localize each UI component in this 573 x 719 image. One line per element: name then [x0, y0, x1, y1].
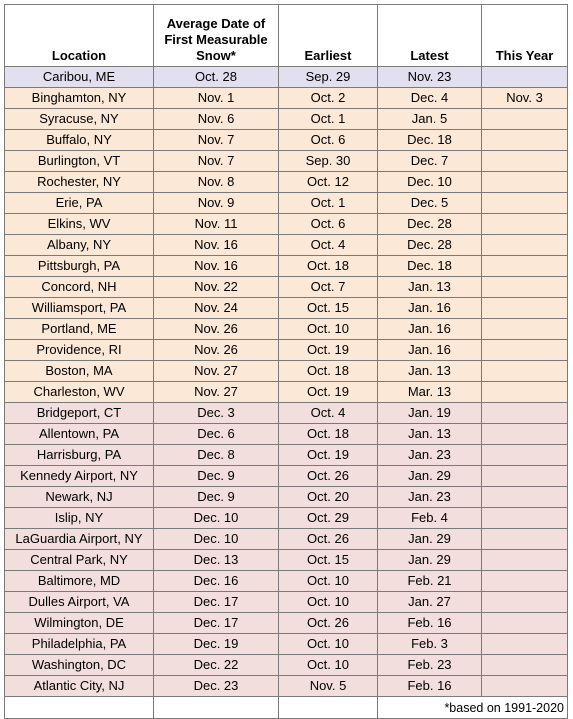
header-earliest: Earliest: [279, 5, 378, 67]
cell-location: Dulles Airport, VA: [5, 592, 154, 613]
table-row: [5, 88, 568, 109]
cell-earliest: Oct. 6: [279, 214, 378, 235]
cell-latest: Jan. 16: [378, 340, 482, 361]
table-row: [5, 445, 568, 466]
cell-average-date: Dec. 22: [154, 655, 279, 676]
cell-location: Baltimore, MD: [5, 571, 154, 592]
cell-latest: Feb. 16: [378, 676, 482, 697]
cell-earliest: Oct. 10: [279, 319, 378, 340]
cell-this-year: [482, 193, 568, 214]
cell-earliest: Oct. 26: [279, 466, 378, 487]
cell-latest: Jan. 29: [378, 466, 482, 487]
cell-average-date: Dec. 16: [154, 571, 279, 592]
cell-latest: Jan. 13: [378, 277, 482, 298]
cell-this-year: [482, 445, 568, 466]
table-row: [5, 466, 568, 487]
cell-this-year: [482, 403, 568, 424]
cell-location: Washington, DC: [5, 655, 154, 676]
cell-location: Buffalo, NY: [5, 130, 154, 151]
cell-latest: Dec. 18: [378, 130, 482, 151]
cell-latest: Feb. 3: [378, 634, 482, 655]
table-row: [5, 151, 568, 172]
cell-location: Newark, NJ: [5, 487, 154, 508]
cell-average-date: Dec. 17: [154, 592, 279, 613]
cell-earliest: Nov. 5: [279, 676, 378, 697]
cell-earliest: Oct. 26: [279, 613, 378, 634]
cell-average-date: Nov. 9: [154, 193, 279, 214]
cell-location: Elkins, WV: [5, 214, 154, 235]
cell-average-date: Dec. 13: [154, 550, 279, 571]
cell-this-year: [482, 424, 568, 445]
cell-this-year: [482, 340, 568, 361]
cell-location: Atlantic City, NJ: [5, 676, 154, 697]
cell-latest: Jan. 16: [378, 319, 482, 340]
cell-latest: Feb. 16: [378, 613, 482, 634]
table-row: [5, 277, 568, 298]
cell-this-year: [482, 130, 568, 151]
cell-this-year: [482, 298, 568, 319]
cell-latest: Jan. 16: [378, 298, 482, 319]
cell-latest: Jan. 19: [378, 403, 482, 424]
cell-average-date: Dec. 9: [154, 487, 279, 508]
header-latest: Latest: [378, 5, 482, 67]
cell-average-date: Nov. 6: [154, 109, 279, 130]
cell-latest: Dec. 7: [378, 151, 482, 172]
cell-average-date: Dec. 23: [154, 676, 279, 697]
cell-this-year: [482, 508, 568, 529]
cell-this-year: [482, 613, 568, 634]
cell-earliest: Oct. 19: [279, 382, 378, 403]
cell-average-date: Nov. 11: [154, 214, 279, 235]
cell-location: Providence, RI: [5, 340, 154, 361]
cell-this-year: [482, 151, 568, 172]
cell-this-year: [482, 571, 568, 592]
table-row: [5, 340, 568, 361]
cell-average-date: Nov. 7: [154, 151, 279, 172]
cell-location: Burlington, VT: [5, 151, 154, 172]
cell-location: Rochester, NY: [5, 172, 154, 193]
cell-this-year: [482, 550, 568, 571]
cell-earliest: Oct. 10: [279, 655, 378, 676]
cell-location: Concord, NH: [5, 277, 154, 298]
cell-location: Harrisburg, PA: [5, 445, 154, 466]
table-row: [5, 487, 568, 508]
cell-this-year: [482, 277, 568, 298]
cell-latest: Jan. 29: [378, 550, 482, 571]
cell-this-year: [482, 676, 568, 697]
table-row: [5, 235, 568, 256]
cell-earliest: Sep. 30: [279, 151, 378, 172]
table-row: [5, 109, 568, 130]
cell-earliest: Oct. 2: [279, 88, 378, 109]
cell-earliest: Oct. 10: [279, 571, 378, 592]
cell-location: Philadelphia, PA: [5, 634, 154, 655]
cell-average-date: Dec. 10: [154, 508, 279, 529]
cell-latest: Jan. 23: [378, 487, 482, 508]
table-row: [5, 613, 568, 634]
cell-latest: Feb. 23: [378, 655, 482, 676]
cell-earliest: Oct. 4: [279, 403, 378, 424]
table-row: [5, 550, 568, 571]
table-row: [5, 529, 568, 550]
cell-this-year: [482, 235, 568, 256]
cell-earliest: Oct. 1: [279, 193, 378, 214]
cell-this-year: [482, 655, 568, 676]
cell-average-date: Nov. 16: [154, 256, 279, 277]
cell-location: Central Park, NY: [5, 550, 154, 571]
cell-earliest: Oct. 12: [279, 172, 378, 193]
cell-location: Portland, ME: [5, 319, 154, 340]
cell-latest: Dec. 4: [378, 88, 482, 109]
cell-average-date: Dec. 3: [154, 403, 279, 424]
table-row: [5, 256, 568, 277]
table-row: [5, 655, 568, 676]
cell-average-date: Dec. 9: [154, 466, 279, 487]
table-row: [5, 508, 568, 529]
cell-earliest: Oct. 19: [279, 340, 378, 361]
cell-latest: Jan. 23: [378, 445, 482, 466]
cell-average-date: Nov. 24: [154, 298, 279, 319]
cell-latest: Nov. 23: [378, 67, 482, 88]
cell-location: Caribou, ME: [5, 67, 154, 88]
cell-earliest: Oct. 18: [279, 424, 378, 445]
cell-average-date: Nov. 27: [154, 382, 279, 403]
cell-location: Kennedy Airport, NY: [5, 466, 154, 487]
cell-average-date: Nov. 7: [154, 130, 279, 151]
cell-this-year: [482, 361, 568, 382]
cell-location: Charleston, WV: [5, 382, 154, 403]
cell-this-year: [482, 214, 568, 235]
header-average-date: Average Date of First Measurable Snow*: [154, 5, 279, 67]
table-row: [5, 634, 568, 655]
cell-location: Bridgeport, CT: [5, 403, 154, 424]
cell-location: Albany, NY: [5, 235, 154, 256]
cell-earliest: Sep. 29: [279, 67, 378, 88]
table-row: [5, 67, 568, 88]
cell-latest: Dec. 28: [378, 235, 482, 256]
table-header: [5, 5, 568, 67]
cell-latest: Dec. 10: [378, 172, 482, 193]
first-snow-table: [4, 4, 568, 719]
cell-location: LaGuardia Airport, NY: [5, 529, 154, 550]
cell-average-date: Dec. 8: [154, 445, 279, 466]
table-row: [5, 403, 568, 424]
cell-this-year: [482, 592, 568, 613]
cell-this-year: [482, 109, 568, 130]
cell-average-date: Dec. 6: [154, 424, 279, 445]
cell-location: Binghamton, NY: [5, 88, 154, 109]
cell-average-date: Nov. 26: [154, 340, 279, 361]
cell-average-date: Oct. 28: [154, 67, 279, 88]
cell-latest: Feb. 4: [378, 508, 482, 529]
table-row: [5, 424, 568, 445]
cell-earliest: Oct. 10: [279, 634, 378, 655]
table-body: [5, 67, 568, 697]
cell-earliest: Oct. 18: [279, 361, 378, 382]
table-row: [5, 298, 568, 319]
cell-earliest: Oct. 26: [279, 529, 378, 550]
cell-latest: Jan. 5: [378, 109, 482, 130]
cell-average-date: Dec. 19: [154, 634, 279, 655]
cell-location: Allentown, PA: [5, 424, 154, 445]
cell-average-date: Nov. 1: [154, 88, 279, 109]
table-row: [5, 193, 568, 214]
cell-average-date: Dec. 10: [154, 529, 279, 550]
cell-latest: Jan. 13: [378, 424, 482, 445]
cell-earliest: Oct. 10: [279, 592, 378, 613]
cell-earliest: Oct. 15: [279, 298, 378, 319]
cell-average-date: Nov. 27: [154, 361, 279, 382]
table-row: [5, 382, 568, 403]
cell-this-year: [482, 634, 568, 655]
table-row: [5, 676, 568, 697]
cell-this-year: [482, 319, 568, 340]
cell-latest: Jan. 27: [378, 592, 482, 613]
cell-earliest: Oct. 4: [279, 235, 378, 256]
cell-this-year: [482, 529, 568, 550]
cell-location: Boston, MA: [5, 361, 154, 382]
cell-average-date: Dec. 17: [154, 613, 279, 634]
cell-earliest: Oct. 20: [279, 487, 378, 508]
table-row: [5, 571, 568, 592]
cell-average-date: Nov. 8: [154, 172, 279, 193]
cell-this-year: [482, 172, 568, 193]
table-row: [5, 130, 568, 151]
cell-location: Williamsport, PA: [5, 298, 154, 319]
cell-earliest: Oct. 19: [279, 445, 378, 466]
table-row: [5, 361, 568, 382]
cell-average-date: Nov. 16: [154, 235, 279, 256]
header-this-year: This Year: [482, 5, 568, 67]
cell-location: Islip, NY: [5, 508, 154, 529]
header-location: Location: [5, 5, 154, 67]
cell-earliest: Oct. 7: [279, 277, 378, 298]
table-row: [5, 172, 568, 193]
cell-latest: Mar. 13: [378, 382, 482, 403]
cell-location: Syracuse, NY: [5, 109, 154, 130]
cell-latest: Jan. 29: [378, 529, 482, 550]
cell-this-year: Nov. 3: [482, 88, 568, 109]
footnote: *based on 1991-2020: [378, 697, 568, 719]
cell-location: Wilmington, DE: [5, 613, 154, 634]
cell-latest: Dec. 28: [378, 214, 482, 235]
cell-earliest: Oct. 1: [279, 109, 378, 130]
cell-this-year: [482, 466, 568, 487]
cell-latest: Jan. 13: [378, 361, 482, 382]
cell-earliest: Oct. 6: [279, 130, 378, 151]
table-row: [5, 214, 568, 235]
table-row: [5, 592, 568, 613]
cell-latest: Dec. 5: [378, 193, 482, 214]
cell-latest: Feb. 21: [378, 571, 482, 592]
cell-latest: Dec. 18: [378, 256, 482, 277]
cell-location: Pittsburgh, PA: [5, 256, 154, 277]
cell-earliest: Oct. 15: [279, 550, 378, 571]
cell-this-year: [482, 487, 568, 508]
header-row: [5, 5, 568, 67]
cell-average-date: Nov. 22: [154, 277, 279, 298]
cell-earliest: Oct. 18: [279, 256, 378, 277]
table-row: [5, 319, 568, 340]
cell-average-date: Nov. 26: [154, 319, 279, 340]
cell-this-year: [482, 382, 568, 403]
cell-location: Erie, PA: [5, 193, 154, 214]
cell-this-year: [482, 67, 568, 88]
cell-earliest: Oct. 29: [279, 508, 378, 529]
cell-this-year: [482, 256, 568, 277]
